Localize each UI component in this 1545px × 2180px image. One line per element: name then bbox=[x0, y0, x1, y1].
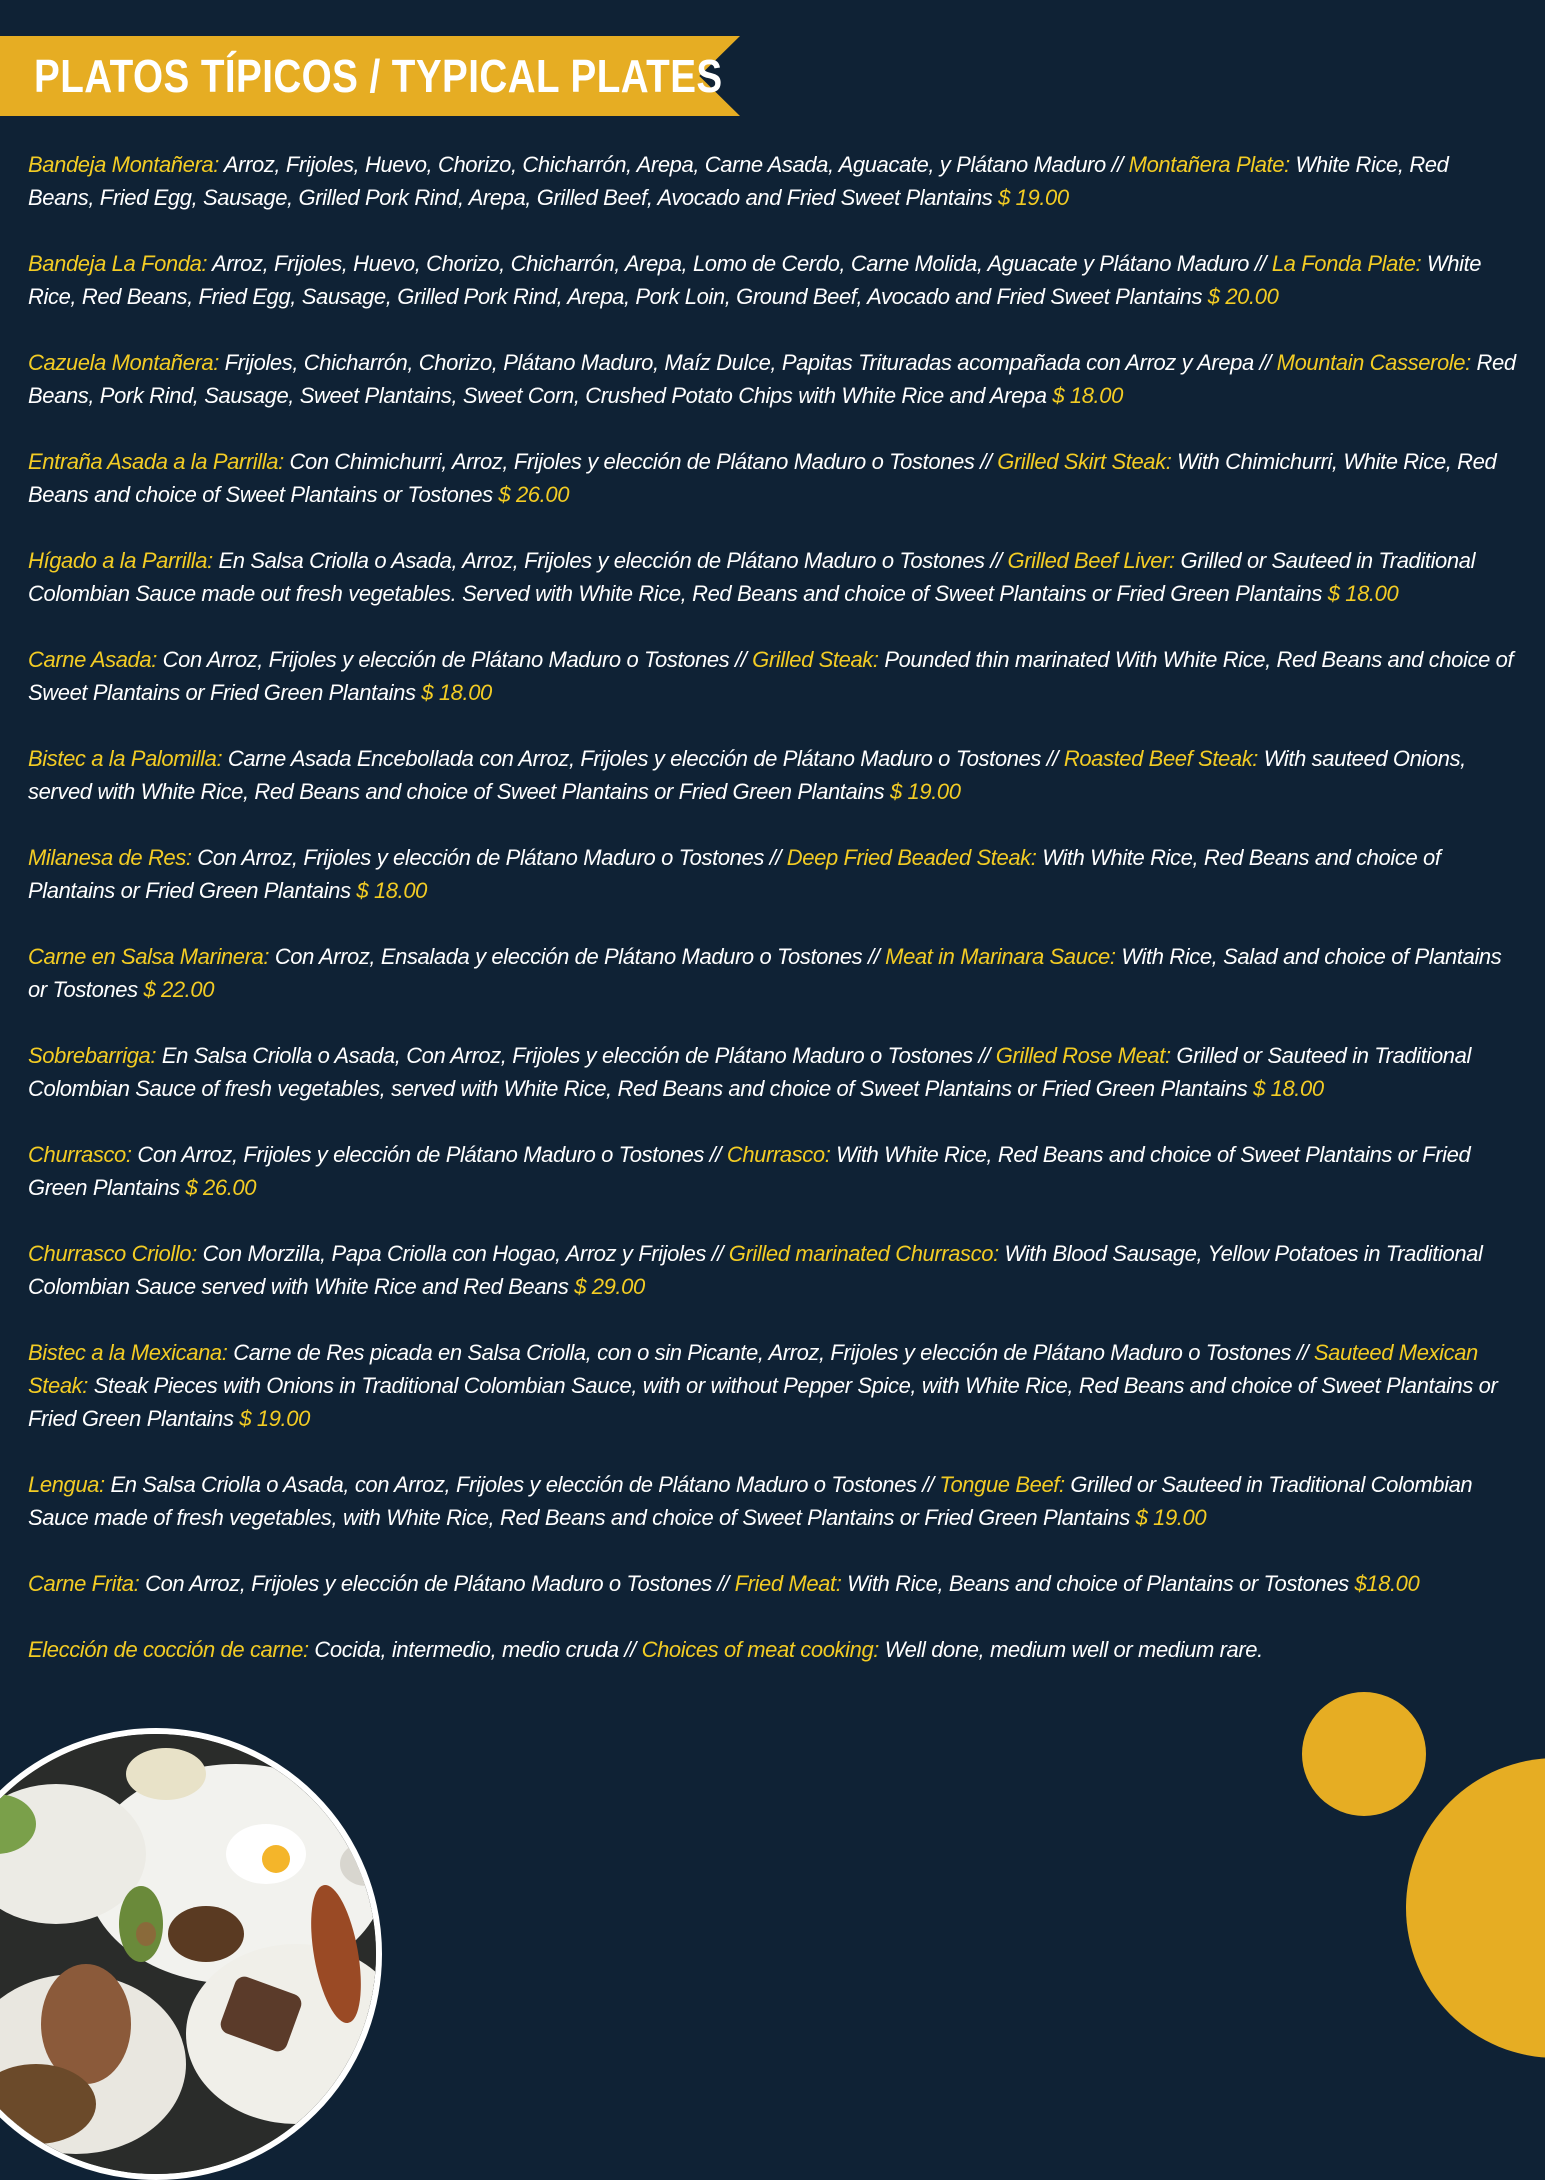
dish-name-en: Choices of meat cooking: bbox=[641, 1637, 879, 1662]
dish-description-es: Con Arroz, Frijoles y elección de Plátano Maduro o Tostones // bbox=[197, 845, 782, 870]
dish-description-es: Frijoles, Chicharrón, Chorizo, Plátano Maduro, Maíz Dulce, Papitas Trituradas acompañada con Arroz y Arepa // bbox=[224, 350, 1271, 375]
dish-description-es: En Salsa Criolla o Asada, con Arroz, Frijoles y elección de Plátano Maduro o Tostones // bbox=[110, 1472, 934, 1497]
dish-name-es: Carne en Salsa Marinera: bbox=[28, 944, 270, 969]
dish-price: $ 29.00 bbox=[574, 1274, 645, 1299]
decorative-gold-circle-small bbox=[1302, 1692, 1426, 1816]
menu-item bbox=[28, 1237, 1518, 1303]
dish-price: $ 18.00 bbox=[1052, 383, 1123, 408]
menu-item bbox=[28, 1039, 1518, 1105]
dish-price: $ 18.00 bbox=[356, 878, 428, 903]
dish-description-es: Con Arroz, Frijoles y elección de Plátano Maduro o Tostones // bbox=[137, 1142, 722, 1167]
dish-price: $ 26.00 bbox=[498, 482, 570, 507]
dish-description-en: Grilled or Sauteed in Traditional Colombian Sauce made of fresh vegetables, with White Rice, Red Beans and choice of Sweet Plantains or Fried Green Plantains bbox=[28, 1472, 1473, 1530]
menu-item bbox=[28, 1468, 1518, 1534]
dish-name-en: Grilled Rose Meat: bbox=[995, 1043, 1171, 1068]
dish-name-es: Bistec a la Mexicana: bbox=[28, 1340, 228, 1365]
dish-name-es: Sobrebarriga: bbox=[28, 1043, 157, 1068]
decorative-gold-circle-large bbox=[1406, 1758, 1545, 2058]
menu-item bbox=[28, 346, 1518, 412]
menu-item bbox=[28, 643, 1518, 709]
dish-name-es: Cazuela Montañera: bbox=[28, 350, 219, 375]
dish-price: $ 19.00 bbox=[998, 185, 1069, 210]
dish-description-es: Con Arroz, Ensalada y elección de Plátano Maduro o Tostones // bbox=[274, 944, 880, 969]
dish-description-en: With Blood Sausage, Yellow Potatoes in Traditional Colombian Sauce served with White Rice and Red Beans bbox=[28, 1241, 1483, 1299]
dish-name-en: Grilled Skirt Steak: bbox=[997, 449, 1172, 474]
dish-name-en: La Fonda Plate: bbox=[1271, 251, 1422, 276]
menu-item bbox=[28, 841, 1518, 907]
dish-name-en: Grilled marinated Churrasco: bbox=[728, 1241, 999, 1266]
dish-price: $18.00 bbox=[1354, 1571, 1420, 1596]
dish-description-en: Steak Pieces with Onions in Traditional Colombian Sauce, with or without Pepper Spice, with White Rice, Red Beans and choice of Sweet Plantains or Fried Green Plantains bbox=[28, 1373, 1498, 1431]
dish-description-en: White Rice, Red Beans, Fried Egg, Sausage, Grilled Pork Rind, Arepa, Pork Loin, Ground Beef, Avocado and Fried Sweet Plantains bbox=[28, 251, 1482, 309]
dish-name-en: Roasted Beef Steak: bbox=[1063, 746, 1259, 771]
dish-description-es: Carne de Res picada en Salsa Criolla, con o sin Picante, Arroz, Frijoles y elección de Plátano Maduro o Tostones // bbox=[233, 1340, 1309, 1365]
dish-description-es: En Salsa Criolla o Asada, Con Arroz, Frijoles y elección de Plátano Maduro o Tostones // bbox=[161, 1043, 990, 1068]
dish-price: $ 22.00 bbox=[143, 977, 215, 1002]
dish-description-en: White Rice, Red Beans, Fried Egg, Sausage, Grilled Pork Rind, Arepa, Grilled Beef, Avocado and Fried Sweet Plantains bbox=[28, 152, 1449, 210]
dish-description-es: Con Morzilla, Papa Criolla con Hogao, Arroz y Frijoles // bbox=[202, 1241, 724, 1266]
dish-price: $ 18.00 bbox=[1253, 1076, 1324, 1101]
dish-description-es: Cocida, intermedio, medio cruda // bbox=[314, 1637, 636, 1662]
menu-item bbox=[28, 940, 1518, 1006]
dish-name-en: Grilled Beef Liver: bbox=[1007, 548, 1175, 573]
dish-description-es: Arroz, Frijoles, Huevo, Chorizo, Chicharrón, Arepa, Lomo de Cerdo, Carne Molida, Aguacate y Plátano Maduro // bbox=[212, 251, 1267, 276]
dish-name-en: Fried Meat: bbox=[734, 1571, 842, 1596]
dish-name-es: Hígado a la Parrilla: bbox=[28, 548, 213, 573]
dish-price: $ 19.00 bbox=[239, 1406, 310, 1431]
dish-name-en: Churrasco: bbox=[726, 1142, 831, 1167]
dish-description-es: Arroz, Frijoles, Huevo, Chorizo, Chicharrón, Arepa, Carne Asada, Aguacate, y Plátano Maduro // bbox=[223, 152, 1123, 177]
dish-name-es: Entraña Asada a la Parrilla: bbox=[28, 449, 284, 474]
dish-description-es: Carne Asada Encebollada con Arroz, Frijoles y elección de Plátano Maduro o Tostones // bbox=[227, 746, 1059, 771]
dish-description-en: Red Beans, Pork Rind, Sausage, Sweet Plantains, Sweet Corn, Crushed Potato Chips with White Rice and Arepa bbox=[28, 350, 1516, 408]
dish-name-es: Bandeja La Fonda: bbox=[28, 251, 208, 276]
dish-description-en: With Rice, Salad and choice of Plantains or Tostones bbox=[28, 944, 1502, 1002]
dish-price: $ 19.00 bbox=[889, 779, 961, 804]
dish-name-en: Grilled Steak: bbox=[752, 647, 879, 672]
dish-name-es: Bistec a la Palomilla: bbox=[28, 746, 223, 771]
menu-item bbox=[28, 544, 1518, 610]
menu-item bbox=[28, 247, 1518, 313]
dish-name-en: Mountain Casserole: bbox=[1276, 350, 1471, 375]
dish-description-en: With sauteed Onions, served with White Rice, Red Beans and choice of Sweet Plantains or Fried Green Plantains bbox=[28, 746, 1466, 804]
dish-name-en: Montañera Plate: bbox=[1128, 152, 1290, 177]
dish-description-es: Con Chimichurri, Arroz, Frijoles y elección de Plátano Maduro o Tostones // bbox=[289, 449, 992, 474]
dish-description-es: Con Arroz, Frijoles y elección de Plátano Maduro o Tostones // bbox=[145, 1571, 729, 1596]
menu-item bbox=[28, 1567, 1518, 1600]
menu-item bbox=[28, 1336, 1518, 1435]
dish-name-en: Deep Fried Beaded Steak: bbox=[786, 845, 1037, 870]
dish-description-en: Well done, medium well or medium rare. bbox=[884, 1637, 1263, 1662]
dish-description-en: With White Rice, Red Beans and choice of Plantains or Fried Green Plantains bbox=[28, 845, 1441, 903]
dish-name-en: Meat in Marinara Sauce: bbox=[885, 944, 1116, 969]
dish-price: $ 19.00 bbox=[1135, 1505, 1207, 1530]
dish-name-es: Milanesa de Res: bbox=[28, 845, 192, 870]
dish-description-en: Pounded thin marinated With White Rice, Red Beans and choice of Sweet Plantains or Fried Green Plantains bbox=[28, 647, 1514, 705]
dish-price: $ 20.00 bbox=[1207, 284, 1279, 309]
dish-price: $ 26.00 bbox=[185, 1175, 257, 1200]
dish-price: $ 18.00 bbox=[1327, 581, 1399, 606]
dish-description-es: Con Arroz, Frijoles y elección de Plátano Maduro o Tostones // bbox=[162, 647, 747, 672]
dish-name-es: Bandeja Montañera: bbox=[28, 152, 219, 177]
dish-description-en: With White Rice, Red Beans and choice of Sweet Plantains or Fried Green Plantains bbox=[28, 1142, 1471, 1200]
food-photo bbox=[0, 1728, 382, 2180]
dish-name-es: Churrasco Criollo: bbox=[28, 1241, 197, 1266]
dish-name-en: Tongue Beef: bbox=[939, 1472, 1065, 1497]
page-title: PLATOS TÍPICOS / TYPICAL PLATES bbox=[34, 50, 723, 102]
food-plate-illustration bbox=[0, 1734, 382, 2180]
dish-name-es: Churrasco: bbox=[28, 1142, 132, 1167]
dish-name-es: Elección de cocción de carne: bbox=[28, 1637, 309, 1662]
dish-price: $ 18.00 bbox=[421, 680, 492, 705]
dish-name-en: Sauteed Mexican Steak: bbox=[28, 1340, 1478, 1398]
dish-name-es: Carne Asada: bbox=[28, 647, 157, 672]
dish-description-en: Grilled or Sauteed in Traditional Colombian Sauce made out fresh vegetables. Served with White Rice, Red Beans and choice of Sweet Plantains or Fried Green Plantains bbox=[28, 548, 1476, 606]
dish-name-es: Lengua: bbox=[28, 1472, 105, 1497]
menu-list bbox=[28, 148, 1518, 1699]
dish-name-es: Carne Frita: bbox=[28, 1571, 140, 1596]
menu-item bbox=[28, 1138, 1518, 1204]
dish-description-en: With Rice, Beans and choice of Plantains or Tostones bbox=[847, 1571, 1349, 1596]
menu-item bbox=[28, 148, 1518, 214]
menu-item bbox=[28, 742, 1518, 808]
dish-description-es: En Salsa Criolla o Asada, Arroz, Frijoles y elección de Plátano Maduro o Tostones // bbox=[218, 548, 1002, 573]
menu-item bbox=[28, 445, 1518, 511]
dish-description-en: Grilled or Sauteed in Traditional Colombian Sauce of fresh vegetables, served with White Rice, Red Beans and choice of Sweet Plantains or Fried Green Plantains bbox=[28, 1043, 1471, 1101]
menu-item bbox=[28, 1633, 1518, 1666]
dish-description-en: With Chimichurri, White Rice, Red Beans and choice of Sweet Plantains or Tostones bbox=[28, 449, 1497, 507]
